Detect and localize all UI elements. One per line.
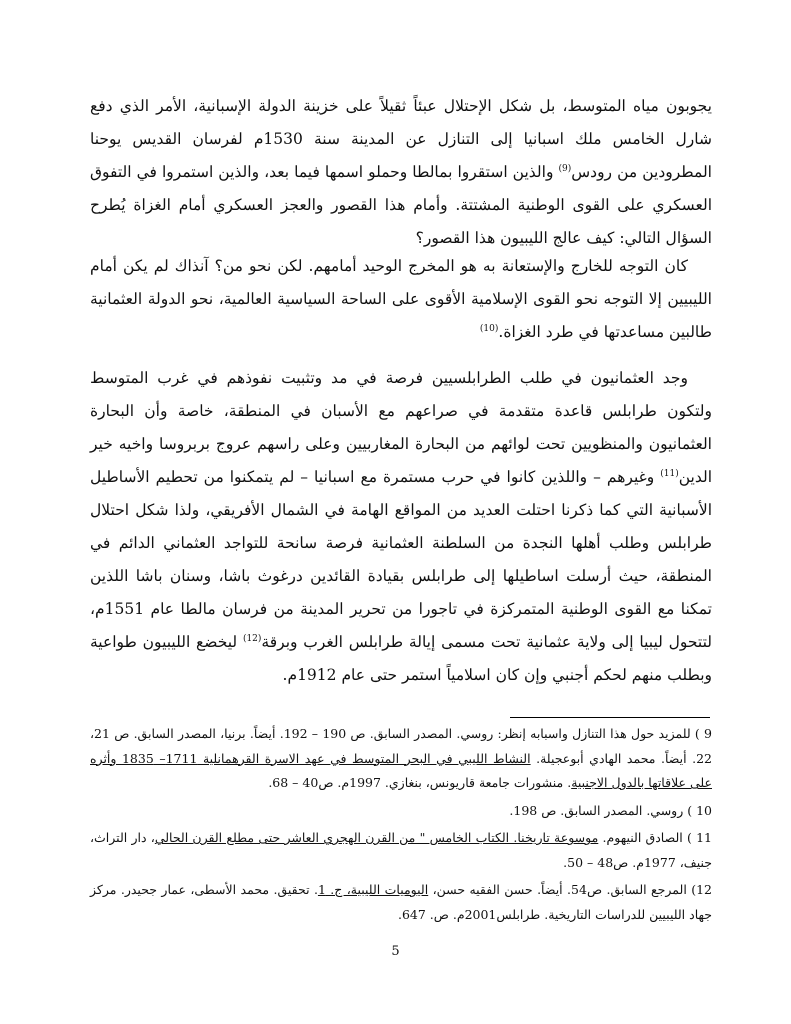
footnote-12-text-a: المرجع السابق. ص54. أيضاً. حسن الفقيه حسن، [428,882,692,897]
footnote-10-text: روسي. المصدر السابق. ص 198. [509,802,688,818]
footnote-12-number: 12) [691,882,713,897]
footnote-12-title: اليوميات الليبية، ج. 1 [317,882,429,897]
paragraph-2-text: كان التوجه للخارج والإستعانة به هو المخرج الوحيد أمامهم. لكن نحو من؟ آنذاك لم يكن أمام الليبيين إلا التوجه نحو القوى الإسلامية الأقوى على الساحة السياسية العالمية، نحو الدولة العثمانية طالبين مساعدتها في طرد الغزاة. [90,257,712,341]
footnote-10 [90,799,712,824]
footnote-11-text-a: الصادق النيهوم. [598,830,687,845]
footnote-9-text-b: . منشورات جامعة قاريونس، بنغازي. 1997م. ص40 – 68. [268,775,572,790]
footnote-9-number: 9 ) [694,726,712,741]
footnote-9 [90,722,712,796]
footnotes [90,722,712,930]
paragraph-1-text-b: والذين استقروا بمالطا وحملو اسمها فيما بعد، والذين استمروا في التفوق العسكري على القوى الوطنية المشتتة. وأمام هذا القصور والعجز العسكري أمام الغزاة يُطرح السؤال التالي: كيف عالج الليبيون هذا القصور؟ [90,163,712,247]
paragraph-1-text-a: يجوبون مياه المتوسط، بل شكل الإحتلال عبئاً ثقيلاً على خزينة الدولة الإسبانية، الأمر الذي دفع شارل الخامس ملك اسبانيا إلى التنازل عن المدينة سنة 1530م لفرسان القديس يوحنا المطرودين من رودس [90,97,712,181]
paragraph-3 [90,362,712,692]
footnote-12 [90,878,712,927]
footnote-ref-11[interactable]: (11) [660,468,679,479]
footnote-11-text-b: ، دار التراث، جنيف، 1977م. ص48 – 50. [90,830,712,870]
paragraph-3-text-c: ليخضع الليبيون طواعية وبطلب منهم لحكم أجنبي وإن كان اسلامياً استمر حتى عام 1912م. [90,633,712,684]
footnote-separator [510,717,710,718]
paragraph-1 [90,90,712,255]
paragraph-3-text-a: وجد العثمانيون في طلب الطرابلسيين فرصة في مد وتثبيت نفوذهم في غرب المتوسط ولتكون طرابلس قاعدة متقدمة في صراعهم مع الأسبان في المنطقة، خاصة وأن البحارة العثمانيون والمنظويين تحت لوائهم من البحارة المغاربيين وعلى راسهم عروج بربروسا واخيه خير الدين [90,369,712,486]
footnote-11 [90,826,712,875]
footnote-9-text-a: للمزيد حول هذا التنازل واسبابه إنظر: روسي. المصدر السابق. ص 190 – 192. أيضاً. برنيا، المصدر السابق. ص 21، 22. أيضاً. محمد الهادي أبوعجيلة. [90,726,712,766]
footnote-11-title: موسوعة تاريخنا. الكتاب الخامس " من القرن الهجري العاشر حتى مطلع القرن الحالي [154,830,599,845]
paragraph-2 [90,250,712,349]
footnote-11-number: 11 ) [686,830,712,845]
page-number: 5 [391,944,400,959]
footnote-ref-12[interactable]: (12) [242,633,262,644]
paragraph-3-text-b: وغيرهم – واللذين كانوا في حرب مستمرة مع اسبانيا – لم يتمكنوا من تحطيم الأساطيل الأسبانية التي كما ذكرنا احتلت العديد من المواقع الهامة في الشمال الأفريقي، ولذا شكل احتلال طرابلس وطلب أهلها النجدة من السلطنة العثمانية فرصة سانحة للتواجد العثماني الدائم في المنطقة، حيث أرسلت اساطيلها إلى طرابلس بقيادة القائدين درغوث باشا، وسنان باشا اللذين تمكنا مع القوى الوطنية المتمركزة في تاجورا من تحرير المدينة من فرسان مالطا عام 1551م، لتتحول ليبيا إلى ولاية عثمانية تحت مسمى إيالة طرابلس الغرب وبرقة [90,468,712,651]
footnote-10-number: 10 ) [687,802,712,818]
footnote-12-text-b: . تحقيق. محمد الأسطى، عمار جحيدر. مركز جهاد الليبيين للدراسات التاريخية. طرابلس2001م. ص. 647. [90,882,712,922]
footnote-ref-10[interactable]: (10) [479,323,499,334]
footnote-ref-9[interactable]: (9) [558,163,572,174]
footnote-9-title: النشاط الليبي في البحر المتوسط في عهد الاسرة القرهمانلية 1711– 1835 وأثره على علاقاتها بالدول الاجنبية [90,750,712,790]
